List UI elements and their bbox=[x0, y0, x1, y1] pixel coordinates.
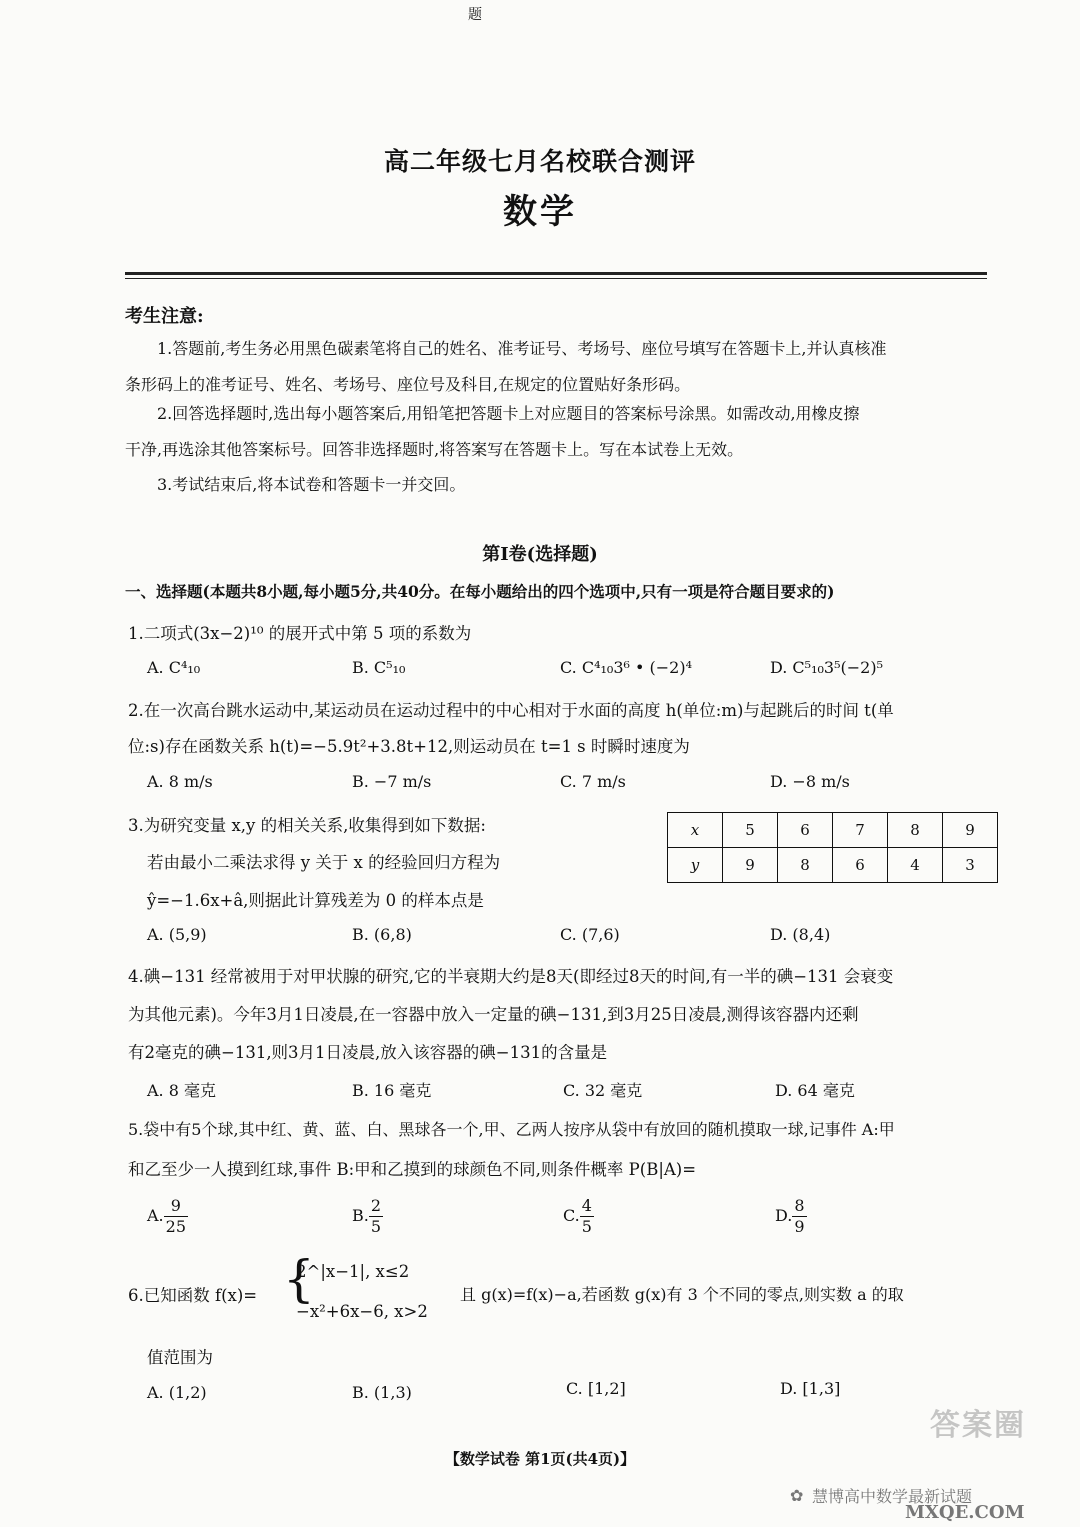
q4-option-b: B. 16 毫克 bbox=[352, 1081, 432, 1100]
question-5: 5.袋中有5个球,其中红、黄、蓝、白、黑球各一个,甲、乙两人按序从袋中有放回的随机摸取一球,记事件 A:甲 bbox=[128, 1120, 895, 1139]
fraction-numerator: 2 bbox=[370, 1196, 382, 1215]
notice-item-2: 2.回答选择题时,选出每小题答案后,用铅笔把答题卡上对应题目的答案标号涂黑。如需改动,用橡皮擦 bbox=[157, 404, 860, 423]
watermark-domain: MXQE.COM bbox=[905, 1502, 1025, 1523]
subject-title: 数学 bbox=[503, 192, 577, 232]
q3-option-d: D. (8,4) bbox=[770, 925, 831, 944]
question-4-cont1: 为其他元素)。今年3月1日凌晨,在一容器中放入一定量的碘−131,到3月25日凌晨,测得该容器内还剩 bbox=[128, 1005, 859, 1024]
wechat-icon: ✿ bbox=[790, 1486, 804, 1505]
fraction-denominator: 25 bbox=[165, 1217, 186, 1236]
q5-option-c-fraction bbox=[580, 1196, 594, 1237]
table-row-y bbox=[668, 848, 998, 883]
question-2: 2.在一次高台跳水运动中,某运动员在运动过程中的中心相对于水面的高度 h(单位:m)与起跳后的时间 t(单 bbox=[128, 701, 894, 720]
table-cell: 4 bbox=[888, 848, 943, 883]
q5-option-d-label: D. bbox=[775, 1206, 793, 1225]
page-footer: 【数学试卷 第1页(共4页)】 bbox=[444, 1450, 636, 1468]
q3-data-table bbox=[667, 812, 998, 883]
piecewise-case-2: −x²+6x−6, x>2 bbox=[296, 1302, 428, 1321]
q2-option-d: D. −8 m/s bbox=[770, 772, 850, 791]
q4-option-c: C. 32 毫克 bbox=[563, 1081, 643, 1100]
watermark-text: 慧博高中数学最新试题 bbox=[812, 1487, 973, 1506]
notice-heading: 考生注意: bbox=[125, 306, 204, 327]
question-3-cont2: ŷ=−1.6x+â,则据此计算残差为 0 的样本点是 bbox=[147, 891, 484, 910]
fraction-numerator: 9 bbox=[164, 1196, 188, 1217]
q3-option-c: C. (7,6) bbox=[560, 925, 620, 944]
title-rule-thin bbox=[125, 278, 987, 279]
watermark-logo: 答案圈 bbox=[930, 1408, 1026, 1443]
q1-option-b: B. C⁵₁₀ bbox=[352, 658, 406, 677]
notice-item-1: 1.答题前,考生务必用黑色碳素笔将自己的姓名、准考证号、考场号、座位号填写在答题卡上,并认真核准 bbox=[157, 339, 887, 358]
table-header-y: y bbox=[668, 848, 723, 883]
q3-option-b: B. (6,8) bbox=[352, 925, 412, 944]
table-cell: 6 bbox=[778, 813, 833, 848]
exam-title: 高二年级七月名校联合测评 bbox=[383, 147, 696, 176]
q2-option-c: C. 7 m/s bbox=[560, 772, 626, 791]
fraction-denominator: 5 bbox=[581, 1217, 592, 1236]
q2-option-a: A. 8 m/s bbox=[147, 772, 213, 791]
q5-option-d bbox=[775, 1196, 807, 1237]
table-cell: 6 bbox=[833, 848, 888, 883]
fraction-numerator: 4 bbox=[581, 1196, 592, 1215]
q4-option-d: D. 64 毫克 bbox=[775, 1081, 855, 1100]
table-cell: 9 bbox=[943, 813, 998, 848]
question-3-cont1: 若由最小二乘法求得 y 关于 x 的经验回归方程为 bbox=[147, 853, 501, 872]
q5-option-a-label: A. bbox=[147, 1206, 164, 1225]
notice-item-2-cont: 干净,再选涂其他答案标号。回答非选择题时,将答案写在答题卡上。写在本试卷上无效。 bbox=[125, 440, 744, 459]
fraction-denominator: 5 bbox=[370, 1217, 382, 1236]
table-cell: 8 bbox=[778, 848, 833, 883]
piecewise-brace: { bbox=[283, 1250, 315, 1308]
part-title: 第Ⅰ卷(选择题) bbox=[482, 544, 598, 565]
table-cell: 8 bbox=[888, 813, 943, 848]
question-6-suffix: 且 g(x)=f(x)−a,若函数 g(x)有 3 个不同的零点,则实数 a 的取 bbox=[460, 1285, 904, 1304]
question-3: 3.为研究变量 x,y 的相关关系,收集得到如下数据: bbox=[128, 816, 486, 835]
table-cell: 7 bbox=[833, 813, 888, 848]
q6-option-a: A. (1,2) bbox=[147, 1383, 207, 1402]
question-2-cont: 位:s)存在函数关系 h(t)=−5.9t²+3.8t+12,则运动员在 t=1 s 时瞬时速度为 bbox=[128, 737, 690, 756]
table-cell: 5 bbox=[723, 813, 778, 848]
question-6-prefix: 6.已知函数 f(x)= bbox=[128, 1286, 258, 1305]
q6-option-d: D. [1,3] bbox=[780, 1379, 841, 1398]
q5-option-b-label: B. bbox=[352, 1206, 369, 1225]
q2-option-b: B. −7 m/s bbox=[352, 772, 432, 791]
fraction-denominator: 9 bbox=[794, 1217, 805, 1236]
q1-option-a: A. C⁴₁₀ bbox=[147, 658, 201, 677]
title-rule-thick bbox=[125, 272, 987, 275]
question-6-cont: 值范围为 bbox=[147, 1348, 213, 1367]
question-1: 1.二项式(3x−2)¹⁰ 的展开式中第 5 项的系数为 bbox=[128, 624, 472, 643]
table-cell: 9 bbox=[723, 848, 778, 883]
q5-option-a-fraction bbox=[164, 1196, 188, 1237]
q5-option-c-label: C. bbox=[563, 1206, 580, 1225]
q6-option-c: C. [1,2] bbox=[566, 1379, 626, 1398]
q5-option-c bbox=[563, 1196, 594, 1237]
section-heading: 一、选择题(本题共8小题,每小题5分,共40分。在每小题给出的四个选项中,只有一项是符合题目要求的) bbox=[125, 582, 835, 601]
q3-option-a: A. (5,9) bbox=[147, 925, 207, 944]
question-4-cont2: 有2毫克的碘−131,则3月1日凌晨,放入该容器的碘−131的含量是 bbox=[128, 1043, 608, 1062]
fraction-numerator: 8 bbox=[794, 1196, 805, 1215]
piecewise-case-1: 2^|x−1|, x≤2 bbox=[296, 1262, 410, 1281]
q1-option-c: C. C⁴₁₀3⁶ • (−2)⁴ bbox=[560, 658, 693, 677]
q5-option-a bbox=[147, 1196, 188, 1237]
table-header-x: x bbox=[668, 813, 723, 848]
notice-item-3: 3.考试结束后,将本试卷和答题卡一并交回。 bbox=[157, 475, 466, 494]
table-row-x bbox=[668, 813, 998, 848]
notice-item-1-cont: 条形码上的准考证号、姓名、考场号、座位号及科目,在规定的位置贴好条形码。 bbox=[125, 375, 691, 394]
top-mark: 题 bbox=[468, 7, 482, 23]
q5-option-d-fraction bbox=[792, 1196, 806, 1237]
q5-option-b-fraction bbox=[369, 1196, 383, 1237]
q6-option-b: B. (1,3) bbox=[352, 1383, 412, 1402]
question-5-cont: 和乙至少一人摸到红球,事件 B:甲和乙摸到的球颜色不同,则条件概率 P(B|A)= bbox=[128, 1160, 697, 1179]
table-cell: 3 bbox=[943, 848, 998, 883]
q4-option-a: A. 8 毫克 bbox=[147, 1081, 216, 1100]
q5-option-b bbox=[352, 1196, 383, 1237]
q1-option-d: D. C⁵₁₀3⁵(−2)⁵ bbox=[770, 658, 883, 677]
question-4: 4.碘−131 经常被用于对甲状腺的研究,它的半衰期大约是8天(即经过8天的时间,有一半的碘−131 会衰变 bbox=[128, 967, 894, 986]
